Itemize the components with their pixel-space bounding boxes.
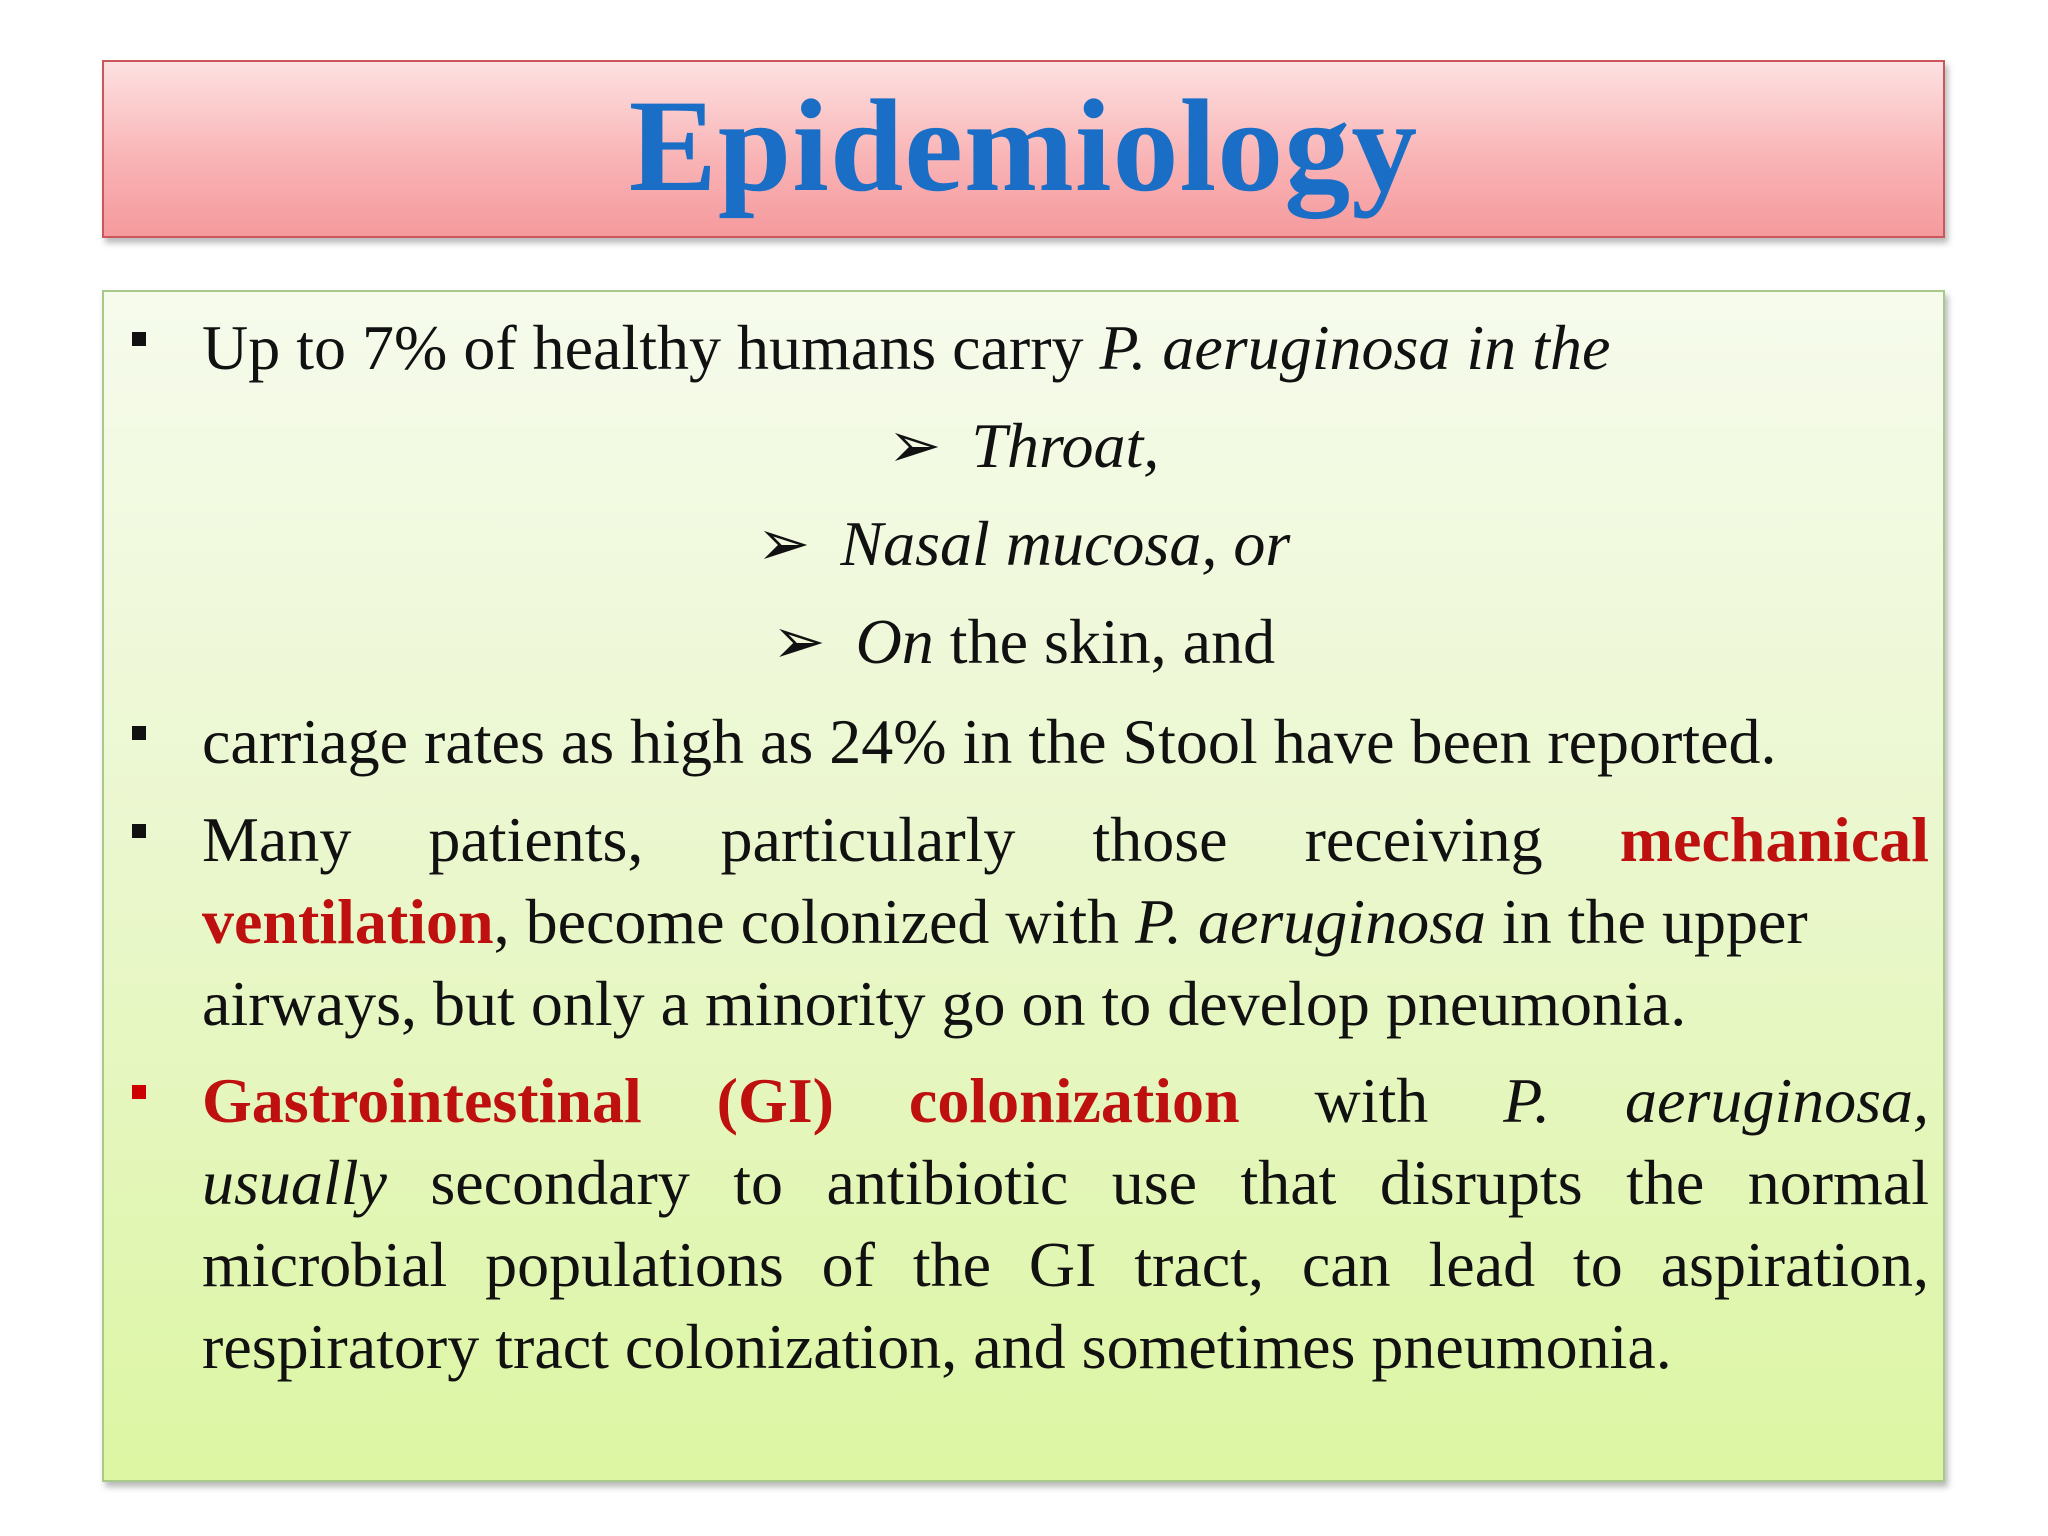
bullet-4-line-1-pre: with: [1314, 1065, 1504, 1136]
bullet-3-line-1: [202, 799, 1929, 881]
bullet-3-line-2: [202, 881, 1929, 963]
title-banner: [102, 60, 1945, 238]
arrow-bullet-icon: ➢: [756, 508, 811, 579]
bullet-2-text: carriage rates as high as 24% in the Stool have been reported.: [202, 706, 1777, 777]
bullet-square-red: [132, 1085, 146, 1099]
arrow-bullet-icon: ➢: [887, 410, 942, 481]
content-panel: [102, 290, 1945, 1482]
bullet-square: [132, 332, 146, 346]
subitem-skin-italic: On: [855, 606, 934, 677]
subitem-nasal-text: Nasal mucosa, or: [840, 508, 1291, 579]
bullet-4-italic-species: P. aeruginosa,: [1503, 1065, 1929, 1136]
bullet-3-line-3: airways, but only a minority go on to develop pneumonia.: [202, 968, 1687, 1039]
bullet-square: [132, 824, 146, 838]
bullet-3-line-2-pre: , become colonized with: [493, 886, 1136, 957]
bullet-4-line-2-text: secondary to antibiotic use that disrupts the normal: [430, 1147, 1929, 1218]
bullet-1-pre: Up to 7% of healthy humans carry: [202, 312, 1100, 383]
bullet-1-text: [202, 307, 1929, 389]
bullet-3-line-1-text: Many patients, particularly those receiving: [202, 804, 1543, 875]
subitem-throat: [104, 405, 1943, 487]
highlight-ventilation: ventilation: [202, 886, 494, 957]
subitem-skin-text: the skin, and: [933, 606, 1276, 677]
bullet-4-line-4: respiratory tract colonization, and sometimes pneumonia.: [202, 1311, 1672, 1382]
highlight-gi-colonization: Gastrointestinal (GI) colonization: [202, 1065, 1240, 1136]
bullet-4-line-2: [202, 1142, 1929, 1224]
subitem-skin: [104, 601, 1943, 683]
bullet-square: [132, 726, 146, 740]
bullet-4-line-1: [202, 1060, 1929, 1142]
bullet-3-line-2-post: in the upper: [1485, 886, 1808, 957]
bullet-3-italic-species: P. aeruginosa: [1135, 886, 1486, 957]
highlight-mechanical: mechanical: [1619, 804, 1930, 875]
slide-title: Epidemiology: [628, 72, 1419, 219]
bullet-1-italic: P. aeruginosa in the: [1099, 312, 1611, 383]
arrow-bullet-icon: ➢: [771, 606, 826, 677]
subitem-nasal: [104, 503, 1943, 585]
subitem-throat-text: Throat,: [971, 410, 1160, 481]
bullet-4-line-3: microbial populations of the GI tract, can lead to aspiration,: [202, 1229, 1929, 1300]
bullet-4-italic-usually: usually: [202, 1147, 387, 1218]
